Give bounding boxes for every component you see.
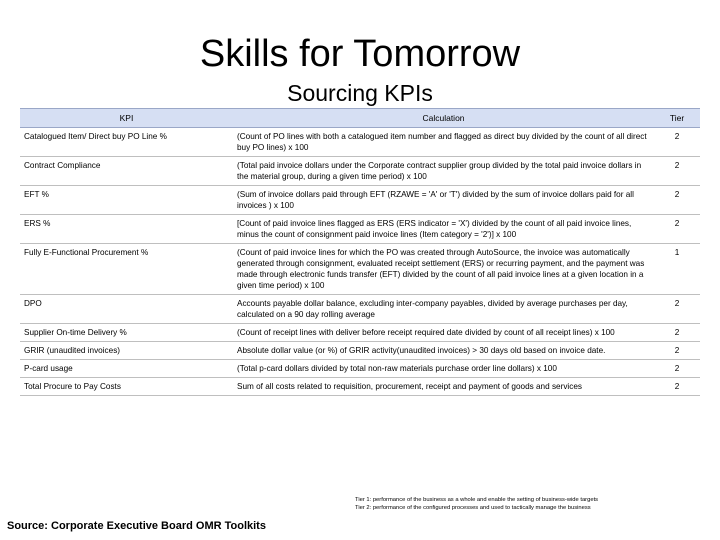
tier-2-note: Tier 2: performance of the configured processes and used to tactically manage the business: [355, 505, 591, 511]
kpi-calculation: Sum of all costs related to requisition, procurement, receipt and payment of goods and services: [233, 378, 654, 396]
kpi-name: Catalogued Item/ Direct buy PO Line %: [20, 128, 233, 157]
kpi-tier: 2: [654, 157, 700, 186]
kpi-calculation: (Total p-card dollars divided by total non-raw materials purchase order line dollars) x 100: [233, 360, 654, 378]
header-kpi: KPI: [20, 109, 233, 128]
kpi-tier: 2: [654, 324, 700, 342]
slide-subtitle: Sourcing KPIs: [287, 80, 433, 106]
table-row: [20, 342, 700, 360]
table-row: [20, 244, 700, 295]
kpi-calculation: (Sum of invoice dollars paid through EFT (RZAWE = 'A' or 'T') divided by the sum of invoice dollars paid for all invoices ) x 100: [233, 186, 654, 215]
kpi-calculation: Absolute dollar value (or %) of GRIR activity(unaudited invoices) > 30 days old based on invoice date.: [233, 342, 654, 360]
kpi-tier: 2: [654, 360, 700, 378]
kpi-calculation: Accounts payable dollar balance, excluding inter-company payables, divided by average purchases per day, calculated on a 90 day rolling average: [233, 295, 654, 324]
kpi-tier: 2: [654, 128, 700, 157]
kpi-name: EFT %: [20, 186, 233, 215]
header-calculation: Calculation: [233, 109, 654, 128]
kpi-tier: 2: [654, 378, 700, 396]
tier-notes: [355, 496, 715, 512]
kpi-calculation: [Count of paid invoice lines flagged as ERS (ERS indicator = 'X') divided by the count of all paid invoice lines, minus the count of consignment paid invoice lines (Item category = '2')] x 100: [233, 215, 654, 244]
source-citation: Source: Corporate Executive Board OMR Toolkits: [7, 520, 266, 532]
table-row: [20, 295, 700, 324]
table-header-row: [20, 109, 700, 128]
table-row: [20, 186, 700, 215]
kpi-name: Supplier On-time Delivery %: [20, 324, 233, 342]
kpi-tier: 1: [654, 244, 700, 295]
kpi-name: Fully E-Functional Procurement %: [20, 244, 233, 295]
slide-title: Skills for Tomorrow: [199, 33, 521, 75]
kpi-calculation: (Count of PO lines with both a catalogued item number and flagged as direct buy divided by the count of all direct buy PO lines) x 100: [233, 128, 654, 157]
kpi-name: DPO: [20, 295, 233, 324]
table-row: [20, 324, 700, 342]
kpi-calculation: (Count of receipt lines with deliver before receipt required date divided by count of all receipt lines) x 100: [233, 324, 654, 342]
table-row: [20, 157, 700, 186]
kpi-name: P-card usage: [20, 360, 233, 378]
table-row: [20, 128, 700, 157]
kpi-name: Total Procure to Pay Costs: [20, 378, 233, 396]
kpi-tier: 2: [654, 215, 700, 244]
kpi-name: ERS %: [20, 215, 233, 244]
kpi-tier: 2: [654, 186, 700, 215]
kpi-calculation: (Count of paid invoice lines for which the PO was created through AutoSource, the invoice was automatically generated through consignment, evaluated receipt settlement (ERS) or recurring payment, and the payment was made through electronic funds transfer (EFT) divided by the count of all paid invoice lines at a given location in a given time period) x 100: [233, 244, 654, 295]
table-row: [20, 215, 700, 244]
kpi-name: GRIR (unaudited invoices): [20, 342, 233, 360]
table-row: [20, 378, 700, 396]
kpi-calculation: (Total paid invoice dollars under the Corporate contract supplier group divided by the total paid invoice dollars in the material group, during a given time period) x 100: [233, 157, 654, 186]
tier-1-note: Tier 1: performance of the business as a whole and enable the setting of business-wide targets: [355, 497, 599, 503]
kpi-tier: 2: [654, 342, 700, 360]
header-tier: Tier: [654, 109, 700, 128]
table-row: [20, 360, 700, 378]
kpi-table: [20, 108, 700, 396]
kpi-tier: 2: [654, 295, 700, 324]
kpi-name: Contract Compliance: [20, 157, 233, 186]
